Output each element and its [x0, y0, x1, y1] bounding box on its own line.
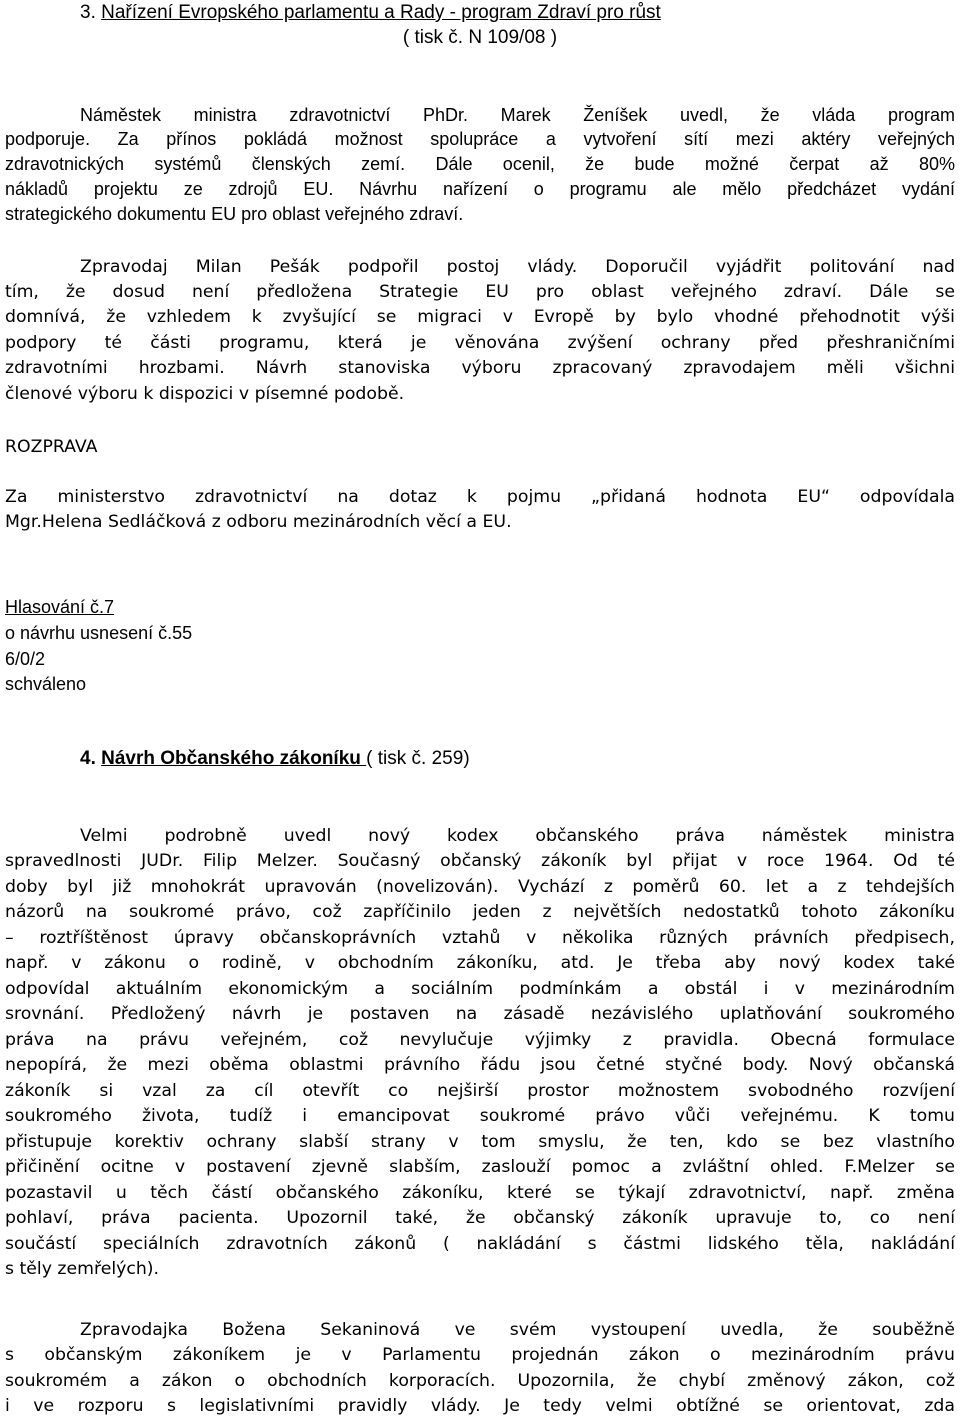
- p5-line-3: soukromém a zákon o obchodních korporacích. Upozornila, že chybí změnový zákon, což: [5, 1371, 955, 1391]
- p4-line-17: součástí speciálních zdravotních zákonů ( nakládání s částmi lidského těla, nakládání: [5, 1234, 955, 1254]
- section-4-heading: [80, 747, 470, 771]
- p4-line-16: pohlaví, práva pacienta. Upozornil také, že občanský zákoník upravuje to, co není: [5, 1208, 955, 1228]
- p3-line-1: Za ministerstvo zdravotnictví na dotaz k pojmu „přidaná hodnota EU“ odpovídala: [5, 487, 955, 507]
- p4-line-6: např. v zákonu o rodině, v obchodním zákoníku, atd. Je třeba aby nový kodex také: [5, 953, 955, 973]
- p4-line-10: nepopírá, že mezi oběma oblastmi právního řádu jsou četné styčné body. Nový občanská: [5, 1055, 955, 1075]
- p1-line-2: podporuje. Za přínos pokládá možnost spolupráce a vytvoření sítí mezi aktéry veřejných: [5, 129, 955, 149]
- p4-line-7: odpovídal aktuálním ekonomickým a sociálním podmínkám a obstál i v mezinárodním: [5, 979, 955, 999]
- p4-line-18: s těly zemřelých).: [5, 1259, 160, 1279]
- section-3-number: 3.: [80, 2, 96, 23]
- p4-line-11: zákoník si vzal za cíl otevřít co nejširší prostor možnostem svobodného rozvíjení: [5, 1081, 955, 1101]
- p2-line-2: tím, že dosud není předložena Strategie EU pro oblast veřejného zdraví. Dále se: [5, 282, 955, 302]
- p4-line-5: – roztříštěnost úpravy občanskoprávních vztahů v několika různých právních předpisech,: [5, 928, 955, 948]
- p2-line-6: členové výboru k dispozici v písemné podobě.: [5, 384, 405, 404]
- p2-line-1: Zpravodaj Milan Pešák podpořil postoj vlády. Doporučil vyjádřit politování nad: [80, 257, 955, 277]
- p2-line-5: zdravotními hrozbami. Návrh stanoviska výboru zpracovaný zpravodajem měli všichni: [5, 358, 955, 378]
- p5-line-4: i ve rozporu s legislativními pravidly vlády. Je tedy velmi obtížné se orientovat, zda: [5, 1396, 955, 1416]
- p1-line-1: Náměstek ministra zdravotnictví PhDr. Marek Ženíšek uvedl, že vláda program: [80, 105, 955, 125]
- p3-line-2: Mgr.Helena Sedláčková z odboru mezinárodních věcí a EU.: [5, 512, 512, 532]
- p4-line-14: přičinění ocitne v postavení zjevně slabším, zaslouží pomoc a zvláštní ohled. F.Melzer se: [5, 1157, 955, 1177]
- p4-line-2: spravedlnosti JUDr. Filip Melzer. Současný občanský zákoník byl přijat v roce 1964. Od té: [5, 851, 955, 871]
- p2-line-3: domnívá, že vzhledem k zvyšující se migraci v Evropě by bylo vhodné přehodnotit výši: [5, 307, 955, 327]
- vote-status: schváleno: [5, 674, 87, 694]
- section-4-title: Návrh Občanského zákoníku: [101, 748, 367, 769]
- p4-line-1: Velmi podrobně uvedl nový kodex občanského práva náměstek ministra: [80, 826, 955, 846]
- section-4-number: 4.: [80, 748, 96, 769]
- p4-line-8: srovnání. Předložený návrh je postaven na zásadě nezávislého uplatňování soukromého: [5, 1004, 955, 1024]
- section-3-print-ref: ( tisk č. N 109/08 ): [402, 27, 558, 48]
- section-4-print-ref: ( tisk č. 259): [366, 748, 470, 769]
- p4-line-4: názorů na soukromé právo, což zapříčinilo jeden z největších nedostatků tohoto zákoníku: [5, 902, 955, 922]
- p4-line-13: přistupuje korektiv ochrany slabší strany v tom smyslu, že ten, kdo se bez vlastního: [5, 1132, 955, 1152]
- p4-line-12: soukromého života, tudíž i emancipovat soukromé právo vůči veřejnému. K tomu: [5, 1106, 955, 1126]
- discussion-heading: ROZPRAVA: [5, 437, 98, 457]
- p2-line-4: podpory té části programu, která je věnována zvýšení ochrany před přeshraničními: [5, 333, 955, 353]
- section-3-heading: [80, 1, 661, 25]
- vote-result: 6/0/2: [5, 649, 46, 669]
- p5-line-1: Zpravodajka Božena Sekaninová ve svém vystoupení uvedla, že souběžně: [80, 1320, 955, 1340]
- vote-title: Hlasování č.7: [5, 597, 115, 617]
- p4-line-9: práva na právu veřejném, což nevylučuje výjimky z pravidla. Obecná formulace: [5, 1030, 955, 1050]
- p5-line-2: s občanským zákoníkem je v Parlamentu projednán zákon o mezinárodním právu: [5, 1345, 955, 1365]
- p1-line-5: strategického dokumentu EU pro oblast veřejného zdraví.: [5, 204, 464, 224]
- p4-line-3: doby byl již mnohokrát upravován (novelizován). Vychází z poměrů 60. let a z tehdejších: [5, 877, 955, 897]
- p1-line-3: zdravotnických systémů členských zemí. Dále ocenil, že bude možné čerpat až 80%: [5, 154, 955, 174]
- vote-resolution: o návrhu usnesení č.55: [5, 623, 193, 643]
- p1-line-4: nákladů projektu ze zdrojů EU. Návrhu nařízení o programu ale mělo předcházet vydání: [5, 179, 955, 199]
- p4-line-15: pozastavil u těch částí občanského zákoníku, které se týkají zdravotnictví, např. změna: [5, 1183, 955, 1203]
- section-3-title: Nařízení Evropského parlamentu a Rady - program Zdraví pro růst: [101, 2, 661, 23]
